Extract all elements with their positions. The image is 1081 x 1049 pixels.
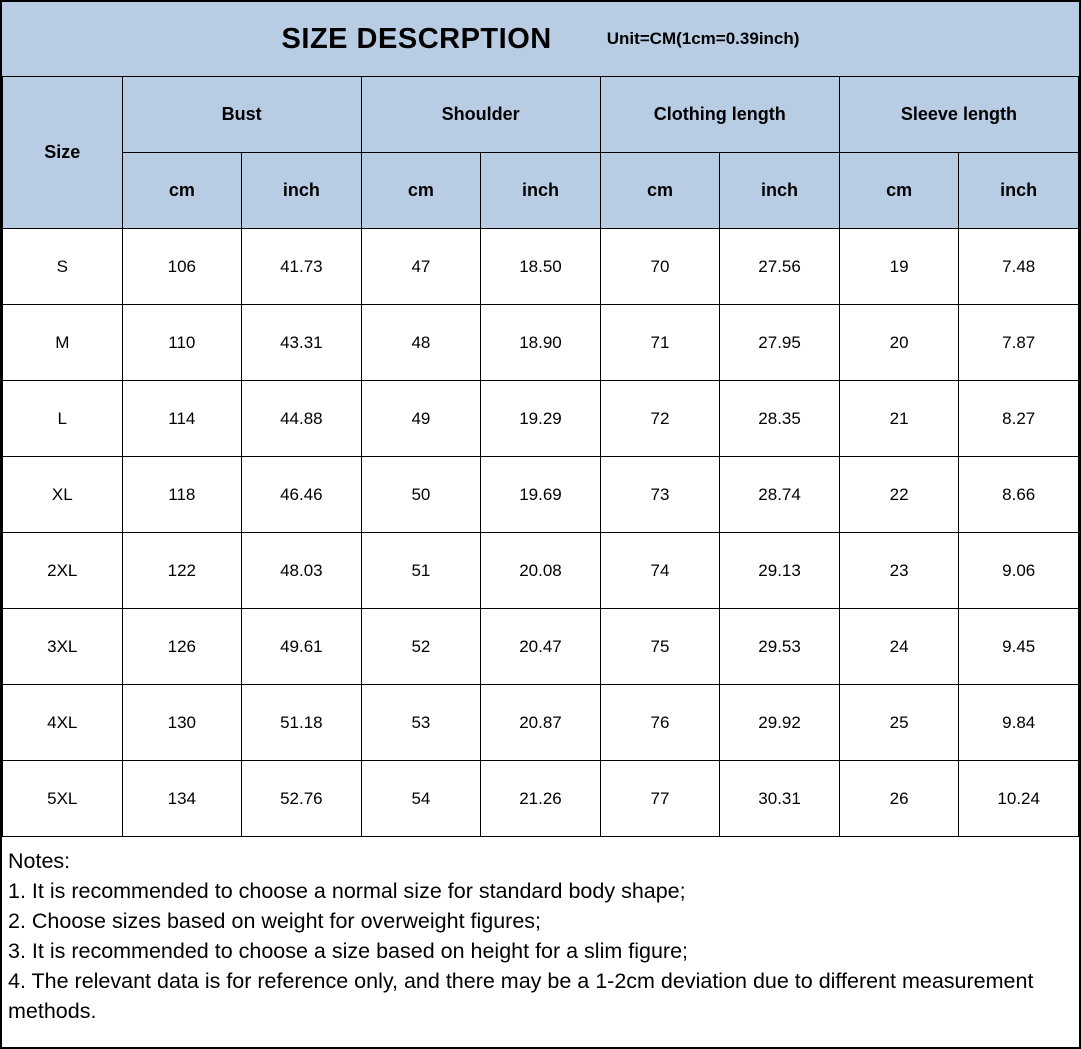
value-cell: 51	[361, 533, 481, 609]
value-cell: 20.47	[481, 609, 601, 685]
value-cell: 21.26	[481, 761, 601, 837]
notes-section	[2, 837, 1079, 1026]
column-header-sleeve-length: Sleeve length	[839, 77, 1078, 153]
column-header-size: Size	[3, 77, 123, 229]
value-cell: 52	[361, 609, 481, 685]
value-cell: 126	[122, 609, 242, 685]
unit-label: Unit=CM(1cm=0.39inch)	[606, 29, 800, 48]
value-cell: 29.92	[720, 685, 840, 761]
value-cell: 48.03	[242, 533, 362, 609]
value-cell: 72	[600, 381, 720, 457]
value-cell: 18.90	[481, 305, 601, 381]
value-cell: 118	[122, 457, 242, 533]
table-row	[3, 229, 1079, 305]
value-cell: 29.13	[720, 533, 840, 609]
table-row	[3, 457, 1079, 533]
value-cell: 130	[122, 685, 242, 761]
value-cell: 24	[839, 609, 959, 685]
unit-subheader-row	[3, 153, 1079, 229]
value-cell: 70	[600, 229, 720, 305]
value-cell: 71	[600, 305, 720, 381]
subheader-cm: cm	[361, 153, 481, 229]
subheader-cm: cm	[122, 153, 242, 229]
size-table	[2, 76, 1079, 837]
column-header-shoulder: Shoulder	[361, 77, 600, 153]
value-cell: 10.24	[959, 761, 1079, 837]
value-cell: 73	[600, 457, 720, 533]
value-cell: 53	[361, 685, 481, 761]
value-cell: 52.76	[242, 761, 362, 837]
subheader-inch: inch	[242, 153, 362, 229]
size-cell: S	[3, 229, 123, 305]
subheader-inch: inch	[481, 153, 601, 229]
value-cell: 8.66	[959, 457, 1079, 533]
value-cell: 134	[122, 761, 242, 837]
table-row	[3, 381, 1079, 457]
value-cell: 7.87	[959, 305, 1079, 381]
value-cell: 41.73	[242, 229, 362, 305]
value-cell: 50	[361, 457, 481, 533]
value-cell: 30.31	[720, 761, 840, 837]
value-cell: 46.46	[242, 457, 362, 533]
value-cell: 23	[839, 533, 959, 609]
value-cell: 20	[839, 305, 959, 381]
value-cell: 49.61	[242, 609, 362, 685]
value-cell: 122	[122, 533, 242, 609]
value-cell: 47	[361, 229, 481, 305]
value-cell: 54	[361, 761, 481, 837]
value-cell: 76	[600, 685, 720, 761]
group-header-row	[3, 77, 1079, 153]
value-cell: 21	[839, 381, 959, 457]
value-cell: 18.50	[481, 229, 601, 305]
value-cell: 29.53	[720, 609, 840, 685]
value-cell: 44.88	[242, 381, 362, 457]
table-row	[3, 761, 1079, 837]
value-cell: 75	[600, 609, 720, 685]
size-cell: 2XL	[3, 533, 123, 609]
note-line: 4. The relevant data is for reference only, and there may be a 1-2cm deviation due to different measurement methods.	[8, 969, 1034, 1023]
page-title: SIZE DESCRPTION	[281, 22, 552, 55]
table-row	[3, 305, 1079, 381]
value-cell: 106	[122, 229, 242, 305]
value-cell: 9.06	[959, 533, 1079, 609]
table-row	[3, 609, 1079, 685]
table-body	[3, 229, 1079, 837]
value-cell: 19.29	[481, 381, 601, 457]
value-cell: 74	[600, 533, 720, 609]
note-line: 2. Choose sizes based on weight for overweight figures;	[8, 909, 542, 933]
notes-list	[8, 876, 1073, 1026]
subheader-inch: inch	[959, 153, 1079, 229]
value-cell: 26	[839, 761, 959, 837]
subheader-cm: cm	[600, 153, 720, 229]
value-cell: 28.35	[720, 381, 840, 457]
value-cell: 110	[122, 305, 242, 381]
size-cell: M	[3, 305, 123, 381]
value-cell: 27.95	[720, 305, 840, 381]
notes-heading: Notes:	[8, 849, 71, 873]
size-cell: 5XL	[3, 761, 123, 837]
value-cell: 25	[839, 685, 959, 761]
title-bar	[2, 2, 1079, 76]
subheader-inch: inch	[720, 153, 840, 229]
table-row	[3, 685, 1079, 761]
value-cell: 9.84	[959, 685, 1079, 761]
value-cell: 27.56	[720, 229, 840, 305]
value-cell: 28.74	[720, 457, 840, 533]
value-cell: 19	[839, 229, 959, 305]
table-row	[3, 533, 1079, 609]
value-cell: 22	[839, 457, 959, 533]
value-cell: 19.69	[481, 457, 601, 533]
value-cell: 77	[600, 761, 720, 837]
value-cell: 20.08	[481, 533, 601, 609]
value-cell: 49	[361, 381, 481, 457]
table-header	[3, 77, 1079, 229]
column-header-bust: Bust	[122, 77, 361, 153]
value-cell: 20.87	[481, 685, 601, 761]
value-cell: 51.18	[242, 685, 362, 761]
size-cell: XL	[3, 457, 123, 533]
note-line: 3. It is recommended to choose a size based on height for a slim figure;	[8, 939, 689, 963]
size-cell: 3XL	[3, 609, 123, 685]
subheader-cm: cm	[839, 153, 959, 229]
value-cell: 114	[122, 381, 242, 457]
value-cell: 48	[361, 305, 481, 381]
size-cell: L	[3, 381, 123, 457]
column-header-clothing-length: Clothing length	[600, 77, 839, 153]
size-cell: 4XL	[3, 685, 123, 761]
value-cell: 7.48	[959, 229, 1079, 305]
value-cell: 8.27	[959, 381, 1079, 457]
value-cell: 43.31	[242, 305, 362, 381]
note-line: 1. It is recommended to choose a normal size for standard body shape;	[8, 879, 686, 903]
value-cell: 9.45	[959, 609, 1079, 685]
